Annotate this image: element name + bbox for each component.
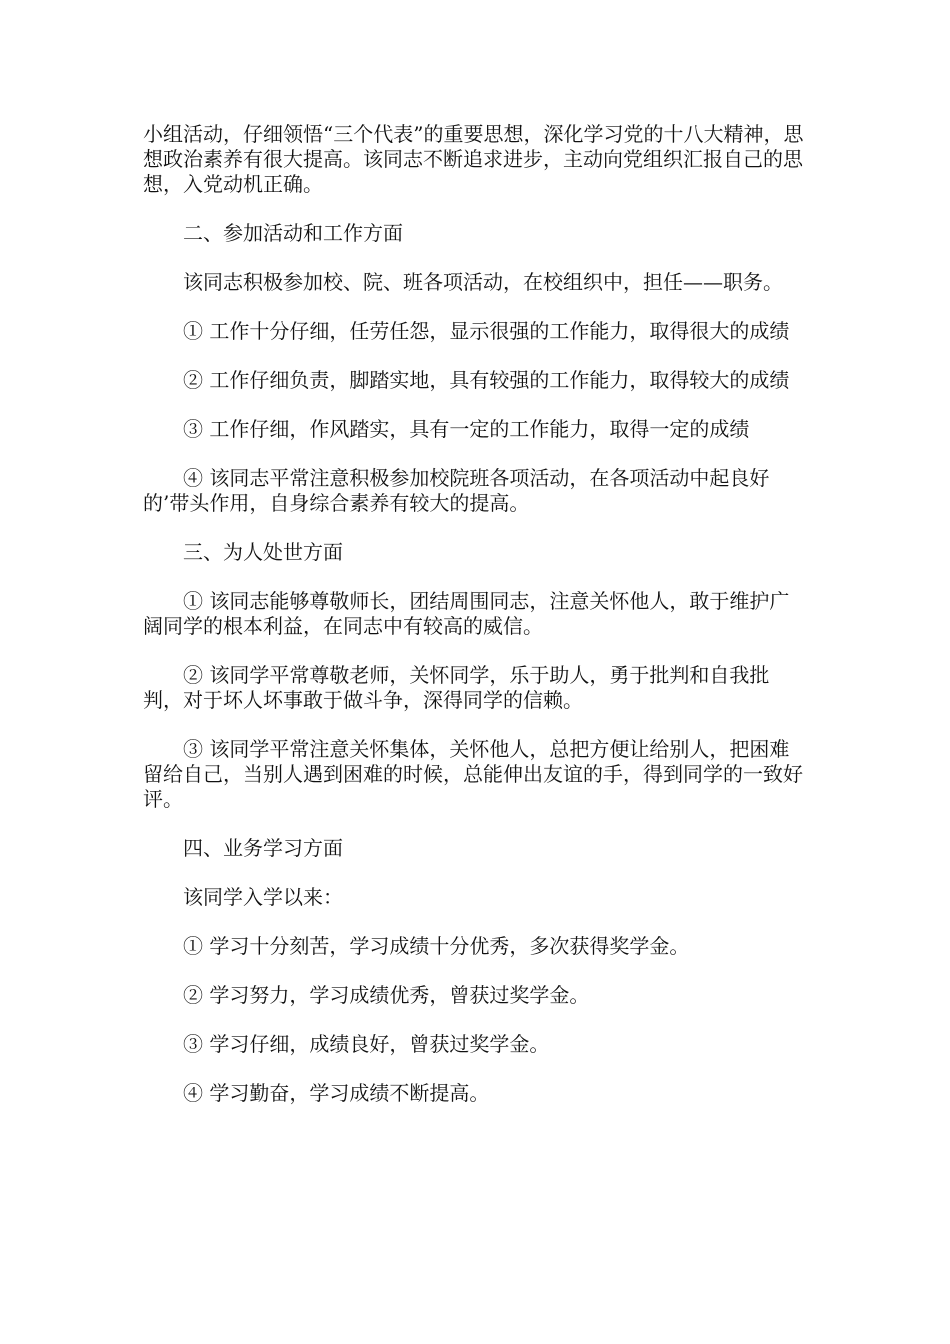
section-heading-conduct: 三、为人处世方面 bbox=[183, 540, 343, 564]
paragraph-activities-intro: 该同志积极参加校、院、班各项活动，在校组织中，担任——职务。 bbox=[183, 270, 783, 294]
paragraph-conduct-item-1: ① 该同志能够尊敬师长，团结周围同志，注意关怀他人，敢于维护广阔同学的根本利益，在同志中有较高的威信。 bbox=[143, 589, 790, 638]
section-heading-activities: 二、参加活动和工作方面 bbox=[183, 221, 403, 245]
paragraph-activities-item-4: ④ 该同志平常注意积极参加校院班各项活动，在各项活动中起良好的’带头作用，自身综合素养有较大的提高。 bbox=[143, 466, 770, 515]
paragraph-continuation: 小组活动，仔细领悟“三个代表”的重要思想，深化学习党的十八大精神，思想政治素养有很大提高。该同志不断追求进步，主动向党组织汇报自己的思想，入党动机正确。 bbox=[143, 122, 804, 196]
paragraph-study-intro: 该同学入学以来： bbox=[183, 885, 343, 909]
paragraph-conduct-item-2: ② 该同学平常尊敬老师，关怀同学，乐于助人，勇于批判和自我批判，对于坏人坏事敢于做斗争，深得同学的信赖。 bbox=[143, 663, 770, 712]
paragraph-activities-item-3: ③ 工作仔细，作风踏实，具有一定的工作能力，取得一定的成绩 bbox=[183, 417, 750, 441]
paragraph-activities-item-2: ② 工作仔细负责，脚踏实地，具有较强的工作能力，取得较大的成绩 bbox=[183, 368, 790, 392]
paragraph-activities-item-1: ① 工作十分仔细，任劳任怨，显示很强的工作能力，取得很大的成绩 bbox=[183, 319, 790, 343]
paragraph-conduct-item-3: ③ 该同学平常注意关怀集体，关怀他人，总把方便让给别人，把困难留给自己，当别人遇到困难的时候，总能伸出友谊的手，得到同学的一致好评。 bbox=[143, 737, 803, 811]
document-page bbox=[143, 122, 808, 1130]
paragraph-study-item-3: ③ 学习仔细，成绩良好，曾获过奖学金。 bbox=[183, 1032, 550, 1056]
paragraph-study-item-2: ② 学习努力，学习成绩优秀，曾获过奖学金。 bbox=[183, 983, 590, 1007]
paragraph-study-item-1: ① 学习十分刻苦，学习成绩十分优秀，多次获得奖学金。 bbox=[183, 934, 690, 958]
section-heading-study: 四、业务学习方面 bbox=[183, 836, 343, 860]
paragraph-study-item-4: ④ 学习勤奋，学习成绩不断提高。 bbox=[183, 1081, 490, 1105]
